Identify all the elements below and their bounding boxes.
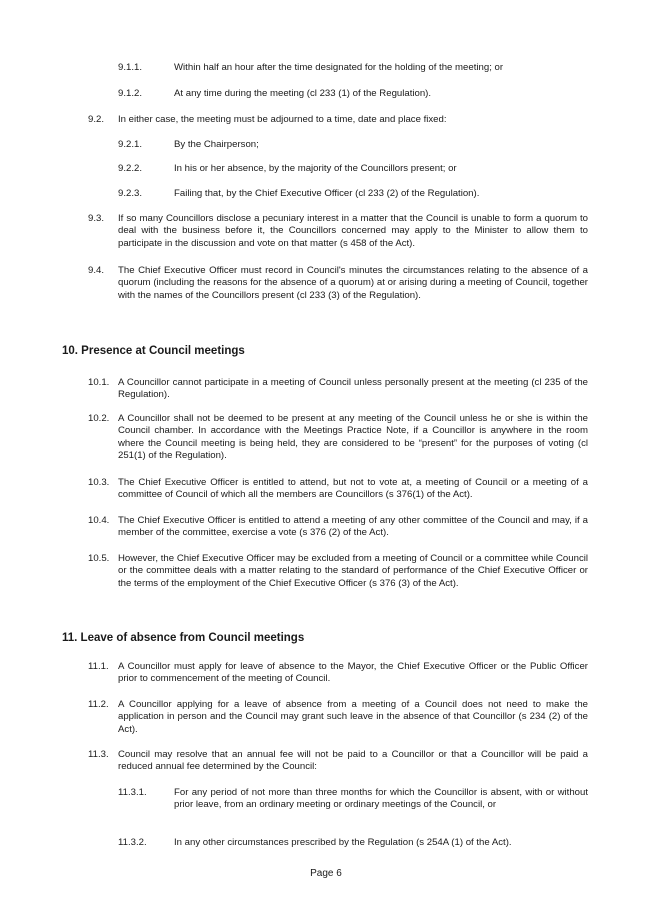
- clause-number: 9.1.1.: [118, 62, 143, 73]
- clause-9-2-1: [118, 139, 588, 151]
- clause-9-2-2: [118, 163, 588, 175]
- clause-text: Failing that, by the Chief Executive Officer (cl 233 (2) of the Regulation).: [174, 188, 480, 199]
- clause-text: For any period of not more than three months for which the Councillor is absent, with or without prior leave, from an ordinary meeting or ordinary meetings of the Council, or: [174, 787, 588, 811]
- page-number: Page 6: [310, 868, 342, 879]
- clause-10-4: [88, 515, 588, 540]
- clause-9-4: [88, 265, 588, 302]
- clause-9-3: [88, 213, 588, 250]
- clause-number: 11.3.1.: [118, 787, 147, 798]
- clause-10-2: [88, 413, 588, 463]
- clause-text: In his or her absence, by the majority of the Councillors present; or: [174, 163, 457, 174]
- clause-number: 10.4.: [88, 515, 110, 526]
- clause-number: 9.4.: [88, 265, 105, 276]
- clause-9-1-1: [118, 62, 588, 74]
- clause-text: In any other circumstances prescribed by the Regulation (s 254A (1) of the Act).: [174, 837, 512, 848]
- clause-11-2: [88, 699, 588, 736]
- clause-text: In either case, the meeting must be adjourned to a time, date and place fixed:: [118, 114, 447, 125]
- clause-number: 10.1.: [88, 377, 110, 388]
- clause-number: 9.2.2.: [118, 163, 143, 174]
- clause-text: If so many Councillors disclose a pecuniary interest in a matter that the Council is unable to form a quorum to deal with the business before it, the Councillors concerned may apply to the Minister to allow them to participate in the discussion and vote on that matter (s 458 of the Act).: [118, 213, 588, 249]
- clause-10-5: [88, 553, 588, 590]
- clause-number: 11.2.: [88, 699, 109, 710]
- clause-number: 10.2.: [88, 413, 110, 424]
- clause-11-1: [88, 661, 588, 686]
- clause-number: 9.2.1.: [118, 139, 143, 150]
- clause-number: 11.3.2.: [118, 837, 147, 848]
- clause-number: 9.1.2.: [118, 88, 143, 99]
- clause-10-1: [88, 377, 588, 402]
- clause-number: 10.3.: [88, 477, 110, 488]
- clause-text: Council may resolve that an annual fee will not be paid to a Councillor or that a Councillor will be paid a reduced annual fee determined by the Council:: [118, 749, 588, 773]
- clause-text: A Councillor shall not be deemed to be present at any meeting of the Council unless he or she is within the Council chamber. In accordance with the Meetings Practice Note, if a Councillor is anywhere in the room where the Council meeting is being held, they are considered to be “present” for the purposes of voting (cl 251(1) of the Regulation).: [118, 413, 588, 462]
- clause-text: Within half an hour after the time designated for the holding of the meeting; or: [174, 62, 504, 73]
- clause-9-2: [88, 114, 588, 126]
- clause-9-1-2: [118, 88, 588, 100]
- clause-number: 11.3.: [88, 749, 109, 760]
- clause-text: A Councillor cannot participate in a meeting of Council unless personally present at the meeting (cl 235 of the Regulation).: [118, 377, 588, 401]
- clause-text: However, the Chief Executive Officer may be excluded from a meeting of Council or a committee while Council or the committee deals with a matter relating to the standard of performance of the Chief Executive Officer or the terms of the employment of the Chief Executive Officer (s 376 (3) of the Act).: [118, 553, 588, 589]
- clause-text: At any time during the meeting (cl 233 (1) of the Regulation).: [174, 88, 432, 99]
- clause-9-2-3: [118, 188, 588, 200]
- clause-text: By the Chairperson;: [174, 139, 259, 150]
- clause-text: The Chief Executive Officer is entitled to attend, but not to vote at, a meeting of Council or a meeting of a committee of Council of which all the members are Councillors (s 376(1) of the Act).: [118, 477, 588, 501]
- clause-text: The Chief Executive Officer must record in Council's minutes the circumstances relating to the absence of a quorum (including the reasons for the absence of a quorum) at or arising during a meeting of Council, together with the names of the Councillors present (cl 233 (3) of the Regulation).: [118, 265, 588, 301]
- clause-text: The Chief Executive Officer is entitled to attend a meeting of any other committee of the Council and may, if a member of the committee, exercise a vote (s 376 (2) of the Act).: [118, 515, 588, 539]
- clause-number: 10.5.: [88, 553, 110, 564]
- clause-number: 9.2.: [88, 114, 105, 125]
- clause-text: A Councillor must apply for leave of absence to the Mayor, the Chief Executive Officer or the Public Officer prior to commencement of the meeting of Council.: [118, 661, 588, 685]
- section-heading-presence: 10. Presence at Council meetings: [62, 345, 245, 357]
- clause-11-3-1: [118, 787, 588, 812]
- section-heading-leave: 11. Leave of absence from Council meetings: [62, 632, 305, 644]
- clause-11-3-2: [118, 837, 588, 849]
- clause-10-3: [88, 477, 588, 502]
- clause-text: A Councillor applying for a leave of absence from a meeting of a Council does not need to make the application in person and the Council may grant such leave in the absence of that Councillor (s 234 (2) of the Act).: [118, 699, 588, 735]
- clause-number: 11.1.: [88, 661, 109, 672]
- clause-number: 9.2.3.: [118, 188, 143, 199]
- clause-number: 9.3.: [88, 213, 105, 224]
- clause-11-3: [88, 749, 588, 774]
